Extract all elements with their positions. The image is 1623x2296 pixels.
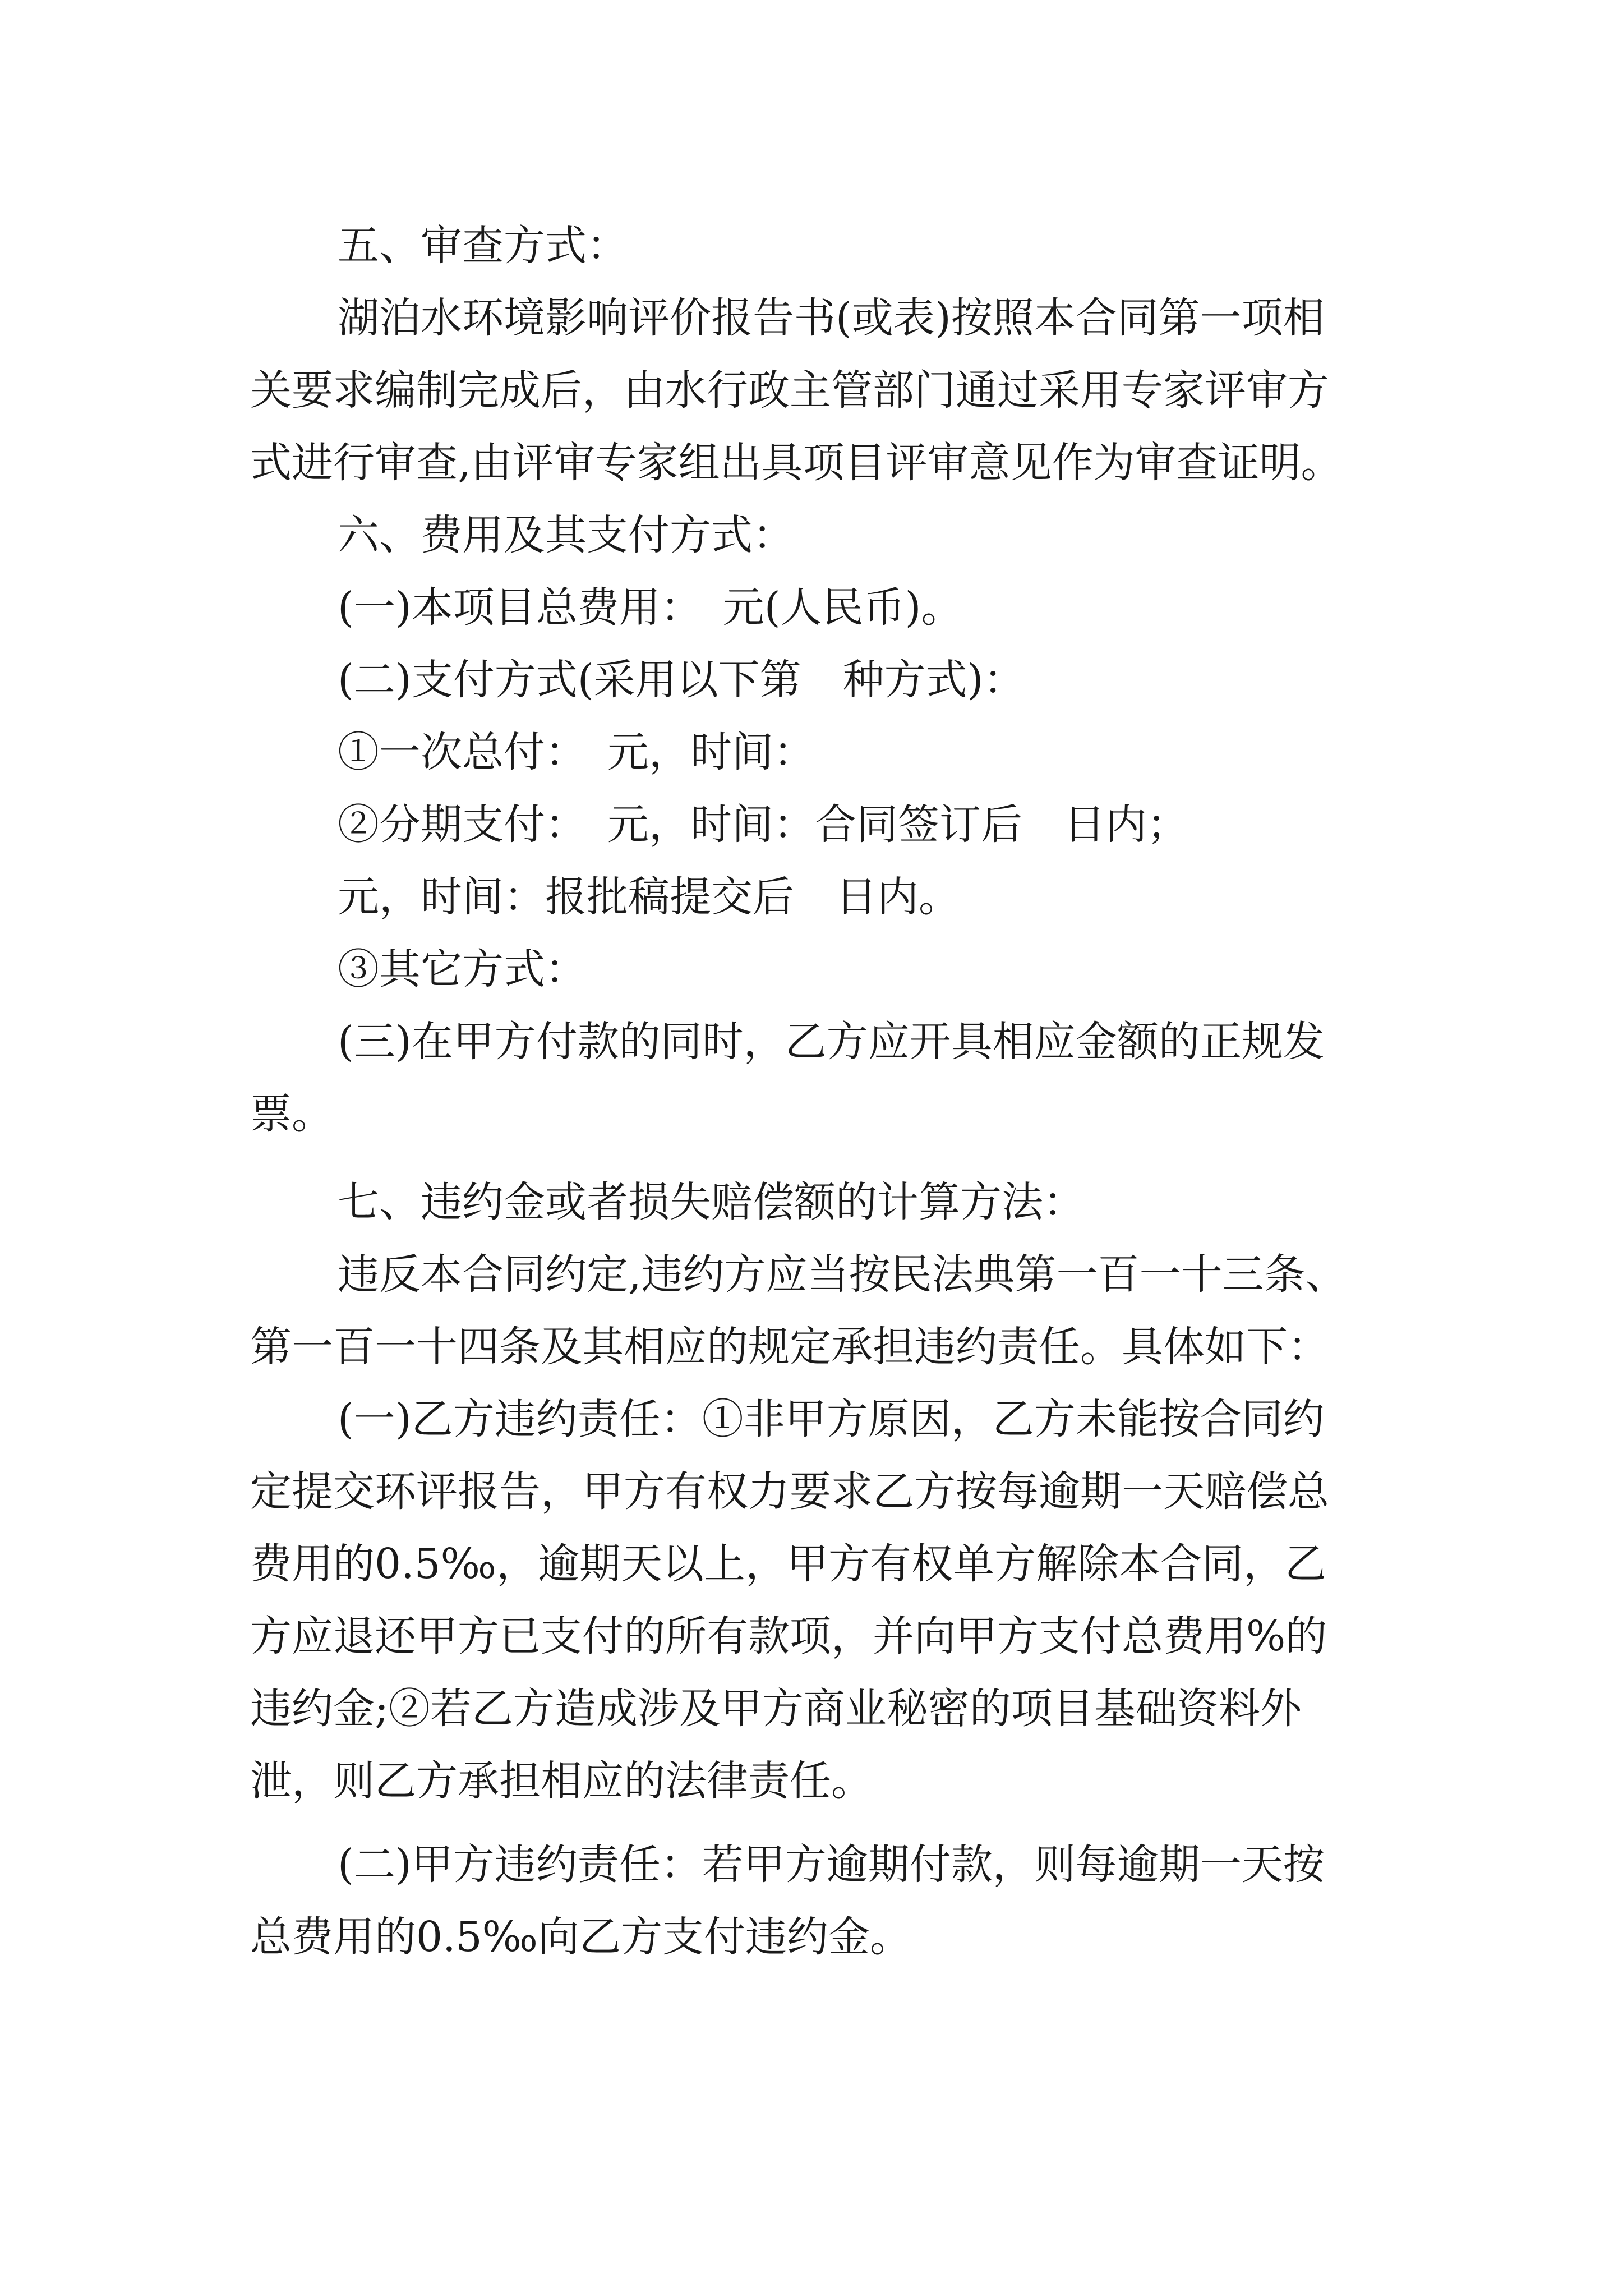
- paragraph-line: 关要求编制完成后，由水行政主管部门通过采用专家评审方: [250, 366, 1329, 415]
- paragraph-line: 票。: [250, 1090, 333, 1138]
- paragraph-line: 式进行审查,由评审专家组出具项目评审意见作为审查证明。: [250, 439, 1343, 487]
- paragraph-line: 泄，则乙方承担相应的法律责任。: [250, 1757, 873, 1805]
- paragraph-line: (二)甲方违约责任：若甲方逾期付款，则每逾期一天按: [338, 1841, 1325, 1889]
- paragraph-line: 湖泊水环境影响评价报告书(或表)按照本合同第一项相: [338, 294, 1325, 342]
- paragraph-line: 违约金;②若乙方造成涉及甲方商业秘密的项目基础资料外: [250, 1685, 1302, 1733]
- paragraph-line: (一)本项目总费用： 元(人民币)。: [338, 583, 963, 632]
- paragraph-line: ②分期支付： 元，时间：合同签订后 日内；: [338, 800, 1188, 849]
- paragraph-line: 方应退还甲方已支付的所有款项，并向甲方支付总费用%的: [250, 1612, 1327, 1660]
- paragraph-line: (三)在甲方付款的同时，乙方应开具相应金额的正规发: [338, 1018, 1325, 1066]
- paragraph-line: 第一百一十四条及其相应的规定承担违约责任。具体如下：: [250, 1323, 1329, 1371]
- paragraph-line: ③其它方式：: [338, 945, 587, 993]
- paragraph-line: ①一次总付： 元，时间：: [338, 728, 815, 776]
- paragraph-line: 违反本合同约定,违约方应当按民法典第一百一十三条、: [338, 1250, 1347, 1299]
- paragraph-line: (二)支付方式(采用以下第 种方式)：: [338, 656, 1025, 704]
- paragraph-line: 费用的0.5‰，逾期天以上，甲方有权单方解除本合同，乙: [250, 1540, 1326, 1588]
- paragraph-line: (一)乙方违约责任：①非甲方原因，乙方未能按合同约: [338, 1395, 1325, 1443]
- paragraph-line: 元，时间：报批稿提交后 日内。: [338, 873, 960, 921]
- paragraph-line: 总费用的0.5‰向乙方支付违约金。: [250, 1913, 911, 1961]
- paragraph-line: 定提交环评报告，甲方有权力要求乙方按每逾期一天赔偿总: [250, 1467, 1329, 1516]
- heading-fees-payment: 六、费用及其支付方式：: [338, 511, 794, 559]
- heading-review-method: 五、审查方式：: [338, 222, 628, 270]
- heading-penalty-calculation: 七、违约金或者损失赔偿额的计算方法：: [338, 1178, 1085, 1226]
